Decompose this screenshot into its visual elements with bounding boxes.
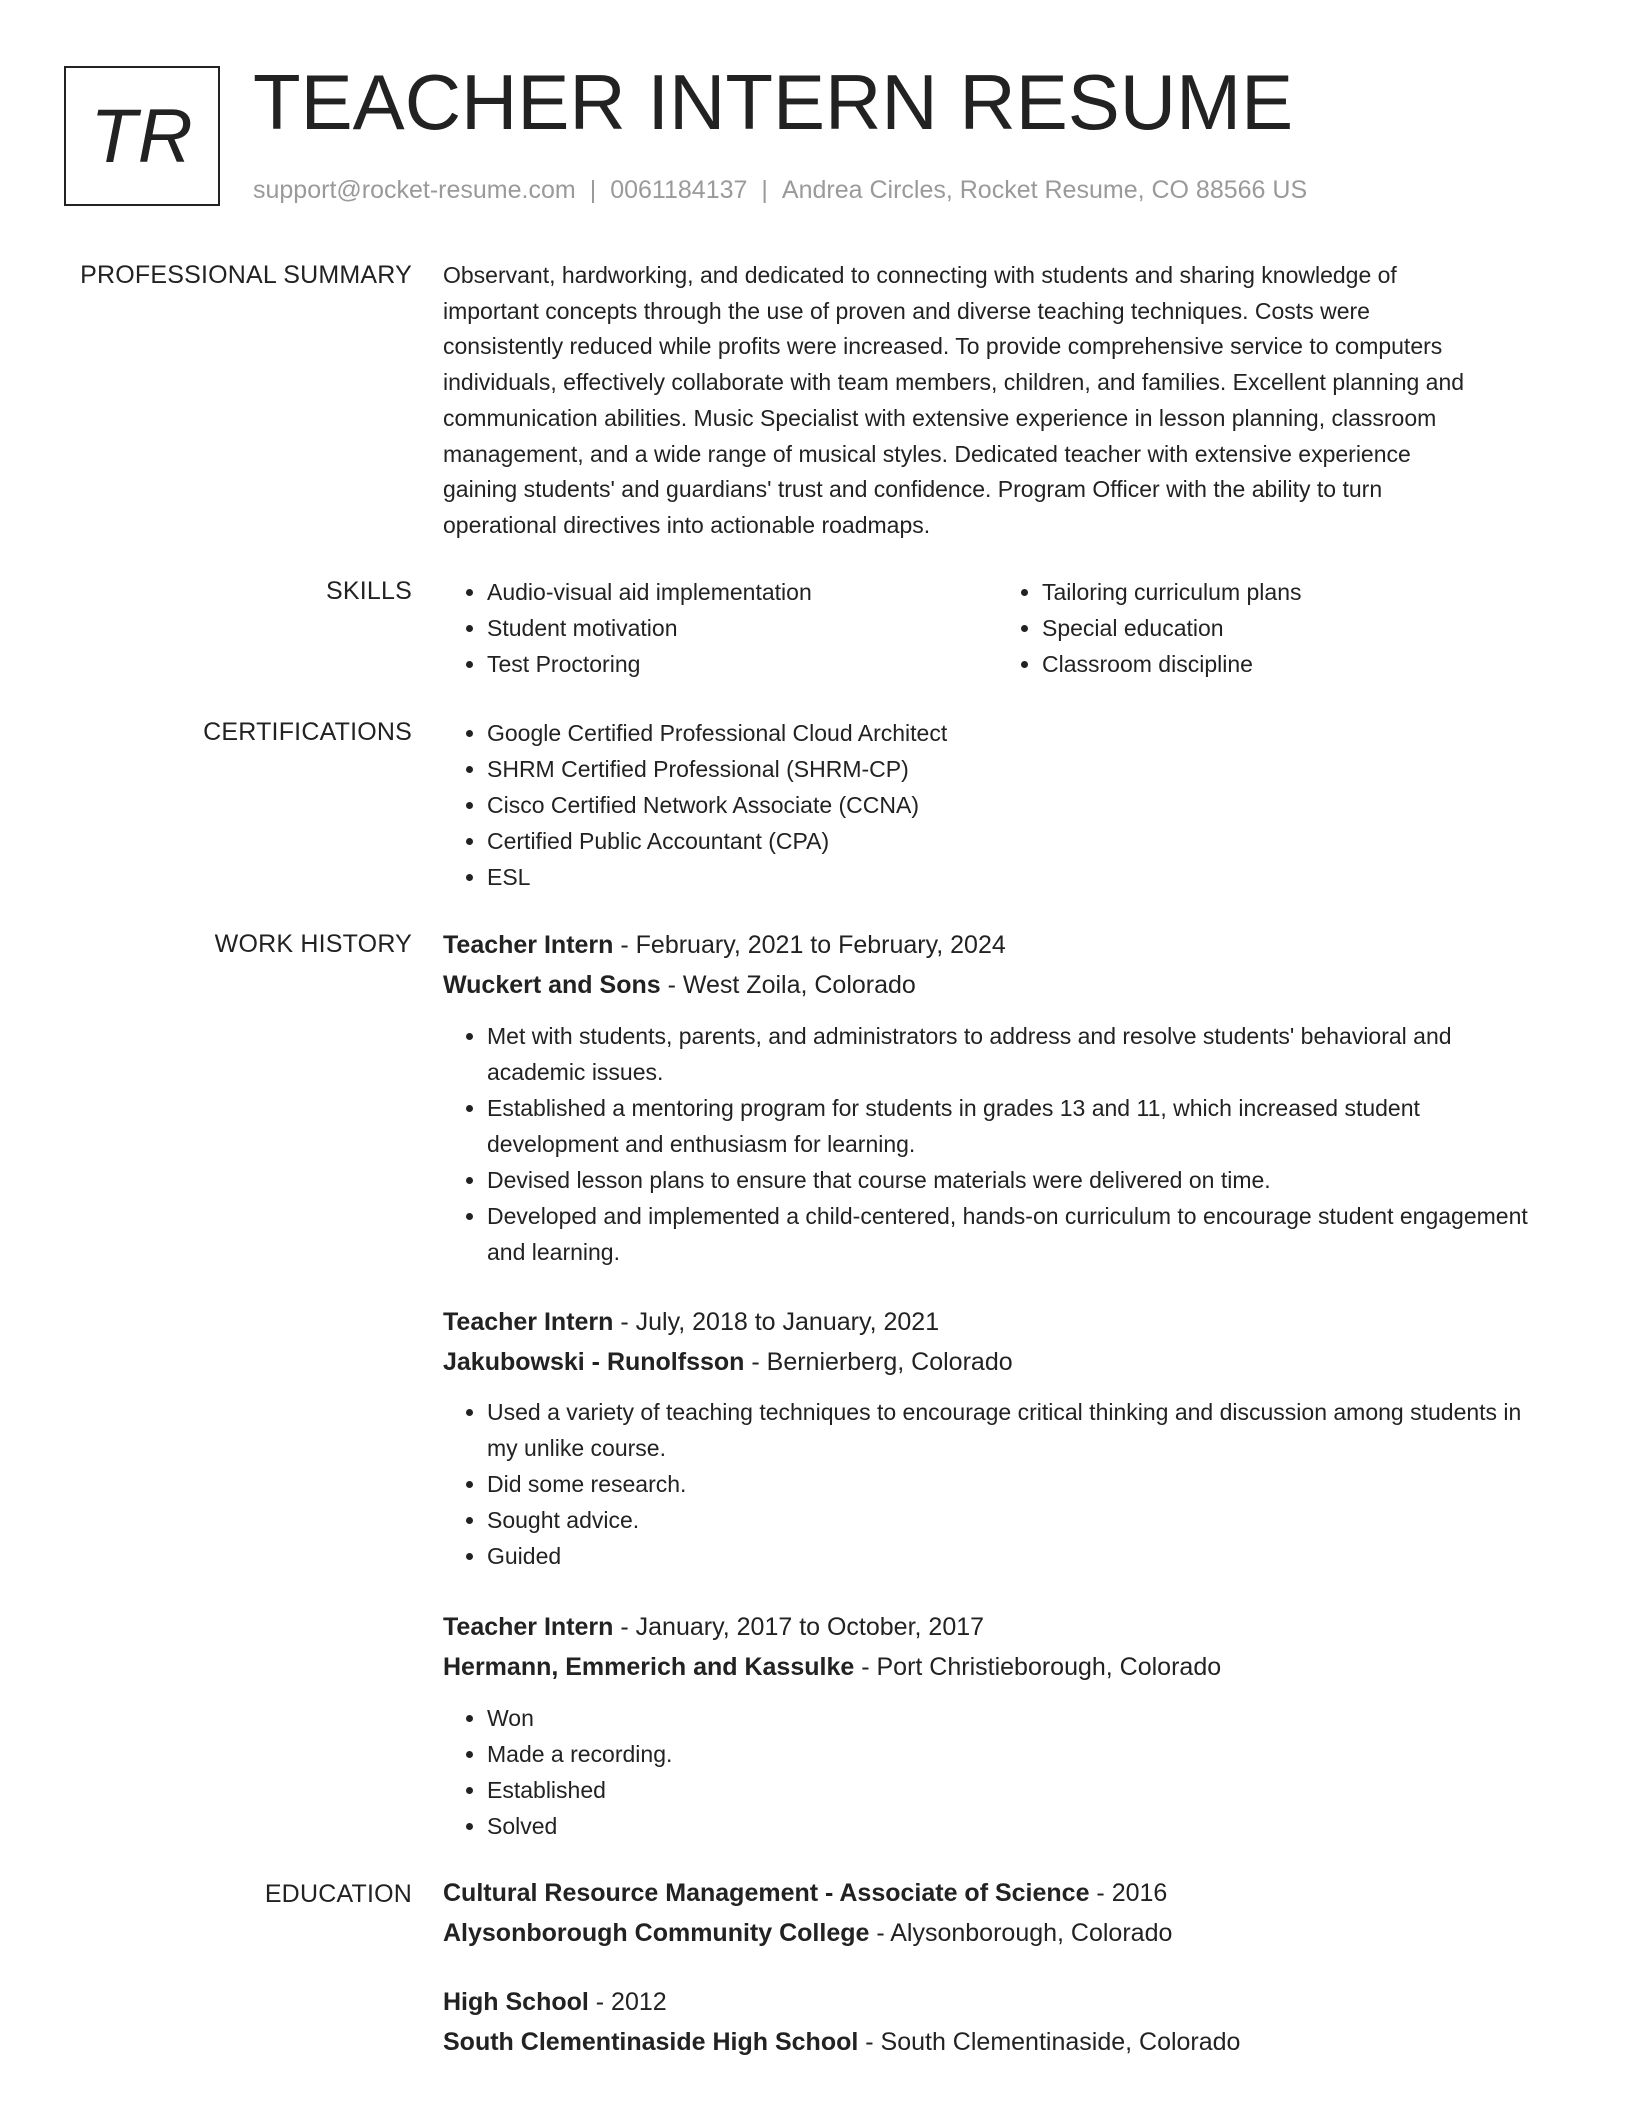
job-bullet-text: Made a recording. [487,1741,673,1767]
email-link[interactable]: support@rocket-resume.com [253,176,576,204]
school-name: South Clementinaside High School [443,2028,859,2056]
job-title: Teacher Intern [443,1308,614,1336]
monogram-initials: TR [64,66,220,206]
job-bullet [487,1502,1553,1538]
job-bullet-text: Met with students, parents, and administrators to address and resolve students' behavioral and academic issues. [487,1023,1452,1085]
certification-item: • Certified Public Accountant (CPA) [487,823,1553,859]
contact-separator: | [761,176,768,204]
job-title: Teacher Intern [443,931,614,959]
job-bullet [487,1736,1553,1772]
skill-item: • Special education [1042,610,1553,646]
skills-list-left [443,574,998,682]
degree-line [443,1873,1553,1913]
school-line [443,2022,1553,2062]
job-company: Wuckert and Sons [443,971,661,999]
skills-columns [443,574,1553,682]
job-body [443,1607,1553,1687]
job-location: - Port Christieborough, Colorado [854,1653,1222,1681]
job-bullets-body [443,1018,1553,1270]
resume-title: TEACHER INTERN RESUME [253,58,1294,146]
certification-item: • ESL [487,859,1553,895]
address: Andrea Circles, Rocket Resume, CO 88566 US [781,176,1308,204]
job-bullet [487,1394,1553,1466]
summary-line: management, and a wide range of musical styles. Dedicated teacher with extensive experience [443,440,1411,467]
skill-item: • Audio-visual aid implementation [487,574,998,610]
certifications-list [443,715,1553,895]
job-bullet [487,1162,1553,1198]
summary-line: individuals, effectively collaborate with team members, children, and families. Excellent planning and [443,369,1465,396]
job-bullet-list [443,1018,1553,1270]
job-company-line [443,965,1553,1005]
section-label-summary: PROFESSIONAL SUMMARY [80,261,412,289]
job-dates: - February, 2021 to February, 2024 [613,931,1006,959]
section-label-education: EDUCATION [264,1880,412,1908]
job-body [443,925,1553,1005]
skill-item: • Classroom discipline [1042,646,1553,682]
certifications-body [443,715,1553,895]
job-bullet [487,1538,1553,1574]
job-company-line [443,1342,1553,1382]
section-label-certifications: CERTIFICATIONS [203,718,412,746]
job-bullet-text: Established a mentoring program for students in grades 13 and 11, which increased student development and enthusiasm for learning. [487,1095,1420,1157]
job-bullet-text: Developed and implemented a child-centered, hands-on curriculum to encourage student engagement and learning. [487,1203,1528,1265]
school-line [443,1913,1553,1953]
education-body [443,1982,1553,2062]
job-title: Teacher Intern [443,1613,614,1641]
skill-item: • Test Proctoring [487,646,998,682]
skills-list-right [998,574,1553,682]
job-company: Jakubowski - Runolfsson [443,1348,745,1376]
job-dates: - July, 2018 to January, 2021 [613,1308,940,1336]
degree-line [443,1982,1553,2022]
job-bullet [487,1198,1553,1270]
job-bullet-text: Established [487,1777,606,1803]
skill-item: • Tailoring curriculum plans [1042,574,1553,610]
certification-item: • Cisco Certified Network Associate (CCNA) [487,787,1553,823]
phone-number: 0061184137 [610,176,748,204]
degree-year: - 2012 [588,1988,667,2016]
skill-item: • Student motivation [487,610,998,646]
job-company: Hermann, Emmerich and Kassulke [443,1653,855,1681]
contact-separator: | [589,176,597,204]
job-bullet-text: Guided [487,1543,562,1569]
job-bullet-text: Used a variety of teaching techniques to encourage critical thinking and discussion among students in my unlike course. [487,1399,1522,1461]
job-title-line [443,1302,1553,1342]
job-bullet [487,1772,1553,1808]
job-bullet-list [443,1394,1553,1574]
summary-body [443,258,1553,544]
job-title-line [443,1607,1553,1647]
summary-line: important concepts through the use of proven and diverse teaching techniques. Costs were [443,297,1370,324]
job-bullet-list [443,1700,1553,1844]
summary-line: communication abilities. Music Specialist with extensive experience in lesson planning, classroom [443,404,1437,431]
job-bullet-text: Sought advice. [487,1507,640,1533]
degree-name: High School [443,1988,589,2016]
job-bullet [487,1466,1553,1502]
job-company-line [443,1647,1553,1687]
summary-line: Observant, hardworking, and dedicated to connecting with students and sharing knowledge of [443,262,1397,288]
degree-year: - 2016 [1089,1879,1168,1907]
job-bullet-text: Won [487,1705,534,1731]
school-location: - Alysonborough, Colorado [869,1919,1173,1947]
job-bullet [487,1808,1553,1844]
school-name: Alysonborough Community College [443,1919,870,1947]
job-bullet [487,1700,1553,1736]
certification-item: • SHRM Certified Professional (SHRM-CP) [487,751,1553,787]
contact-line [253,174,1307,206]
summary-text [443,258,1553,544]
job-title-line [443,925,1553,965]
school-location: - South Clementinaside, Colorado [858,2028,1241,2056]
job-bullet-text: Did some research. [487,1471,687,1497]
summary-line: operational directives into actionable roadmaps. [443,511,931,538]
job-bullet [487,1018,1553,1090]
job-bullet-text: Devised lesson plans to ensure that course materials were delivered on time. [487,1167,1271,1193]
job-bullets-body [443,1394,1553,1574]
section-label-skills: SKILLS [326,577,412,605]
degree-name: Cultural Resource Management - Associate of Science [443,1879,1090,1907]
job-body [443,1302,1553,1382]
job-bullets-body [443,1700,1553,1844]
job-location: - West Zoila, Colorado [660,971,916,999]
job-location: - Bernierberg, Colorado [744,1348,1013,1376]
certification-item: • Google Certified Professional Cloud Architect [487,715,1553,751]
skills-body [443,574,1553,682]
education-body [443,1873,1553,1953]
job-bullet-text: Solved [487,1813,558,1839]
job-dates: - January, 2017 to October, 2017 [613,1613,985,1641]
job-bullet [487,1090,1553,1162]
summary-line: consistently reduced while profits were increased. To provide comprehensive service to computers [443,333,1443,360]
summary-line: gaining students' and guardians' trust and confidence. Program Officer with the ability to turn [443,476,1383,503]
section-label-work-history: WORK HISTORY [214,930,412,958]
